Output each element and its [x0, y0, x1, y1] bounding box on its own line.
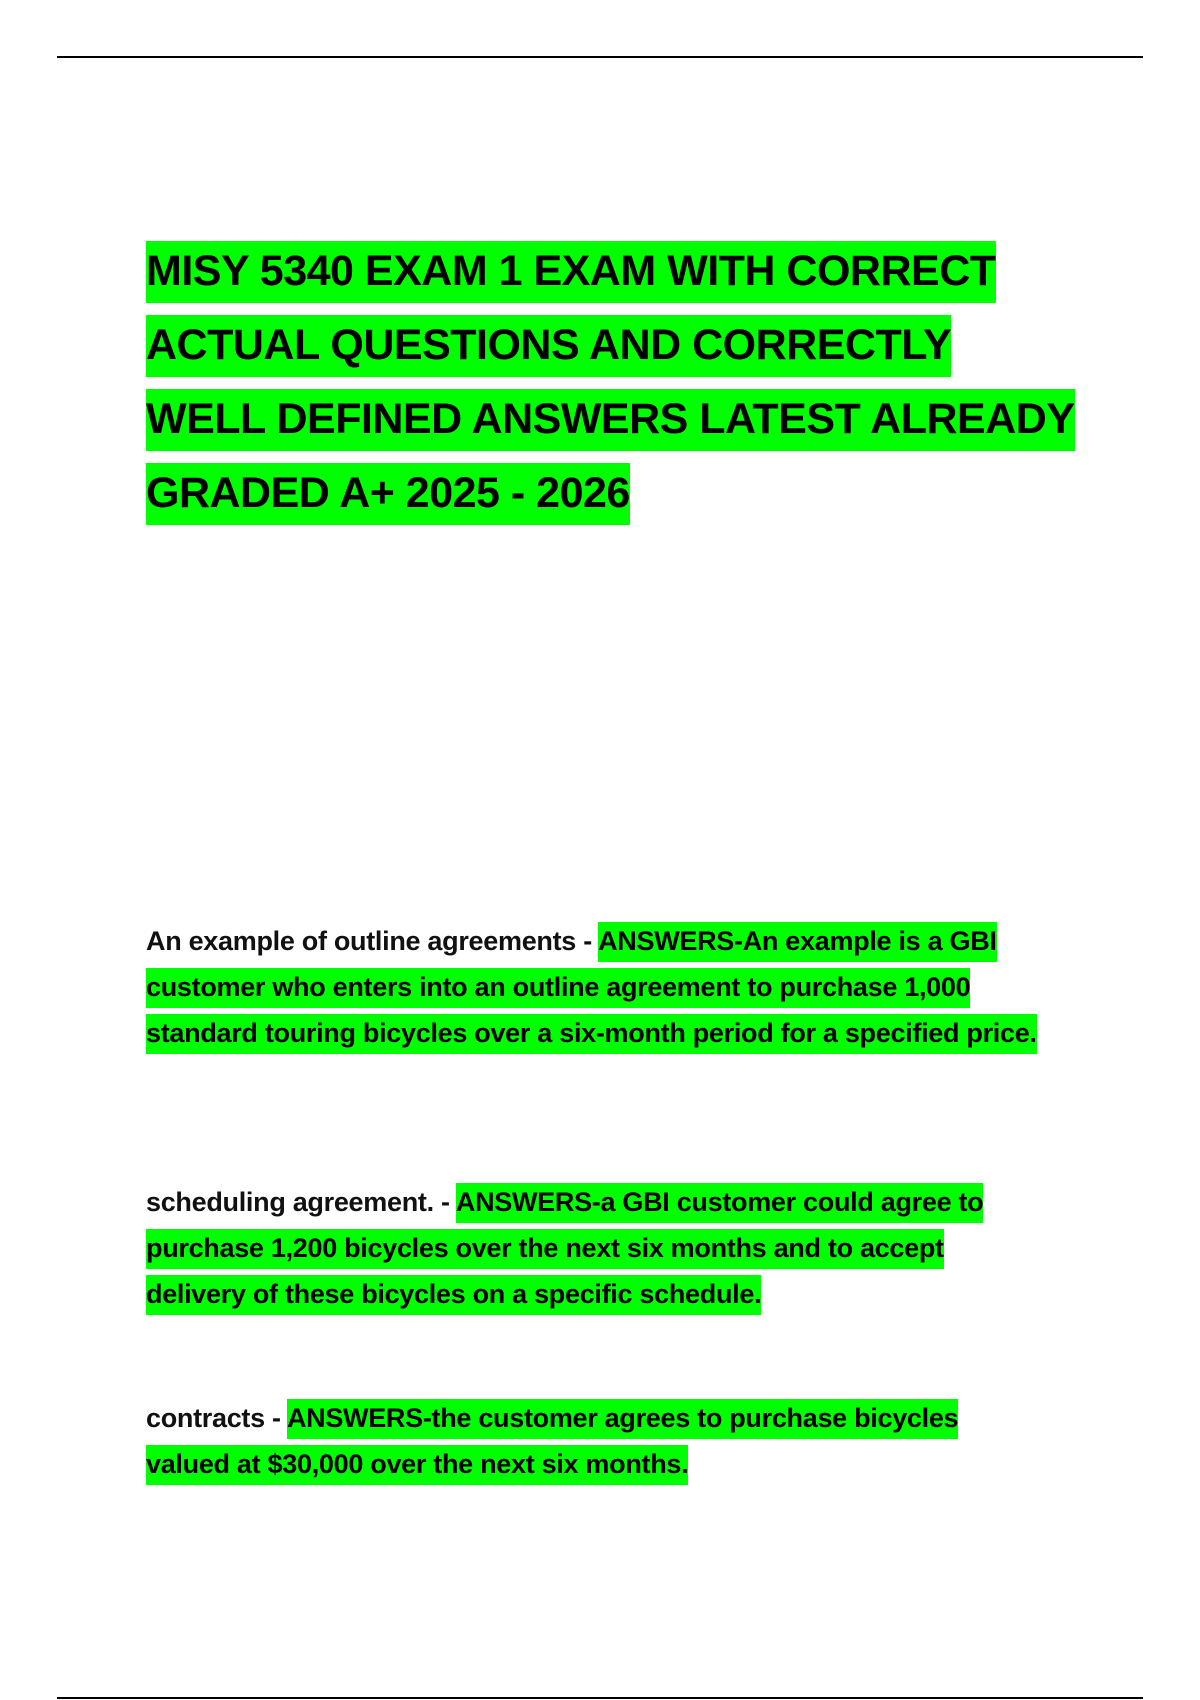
top-divider	[57, 56, 1143, 58]
bottom-divider	[57, 1697, 1143, 1699]
document-title-text: MISY 5340 EXAM 1 EXAM WITH CORRECT ACTUAL QUESTIONS AND CORRECTLY WELL DEFINED ANSWERS LATEST ALREADY GRADED A+ 2025 - 2026	[146, 241, 1075, 525]
qa-item	[146, 1179, 1046, 1317]
question-text: contracts -	[146, 1403, 287, 1433]
question-text: An example of outline agreements -	[146, 926, 599, 956]
answer-text: ANSWERS-a GBI customer could agree to purchase 1,200 bicycles over the next six months and to accept delivery of these bicycles on a specific schedule.	[146, 1183, 983, 1315]
answer-text: ANSWERS-the customer agrees to purchase bicycles valued at $30,000 over the next six months.	[146, 1399, 958, 1485]
qa-item	[146, 918, 1046, 1056]
document-title	[146, 234, 1076, 530]
question-text: scheduling agreement. -	[146, 1187, 456, 1217]
answer-text: ANSWERS-An example is a GBI customer who enters into an outline agreement to purchase 1,000 standard touring bicycles over a six-month period for a specified price.	[146, 922, 1037, 1054]
qa-item	[146, 1395, 1046, 1487]
